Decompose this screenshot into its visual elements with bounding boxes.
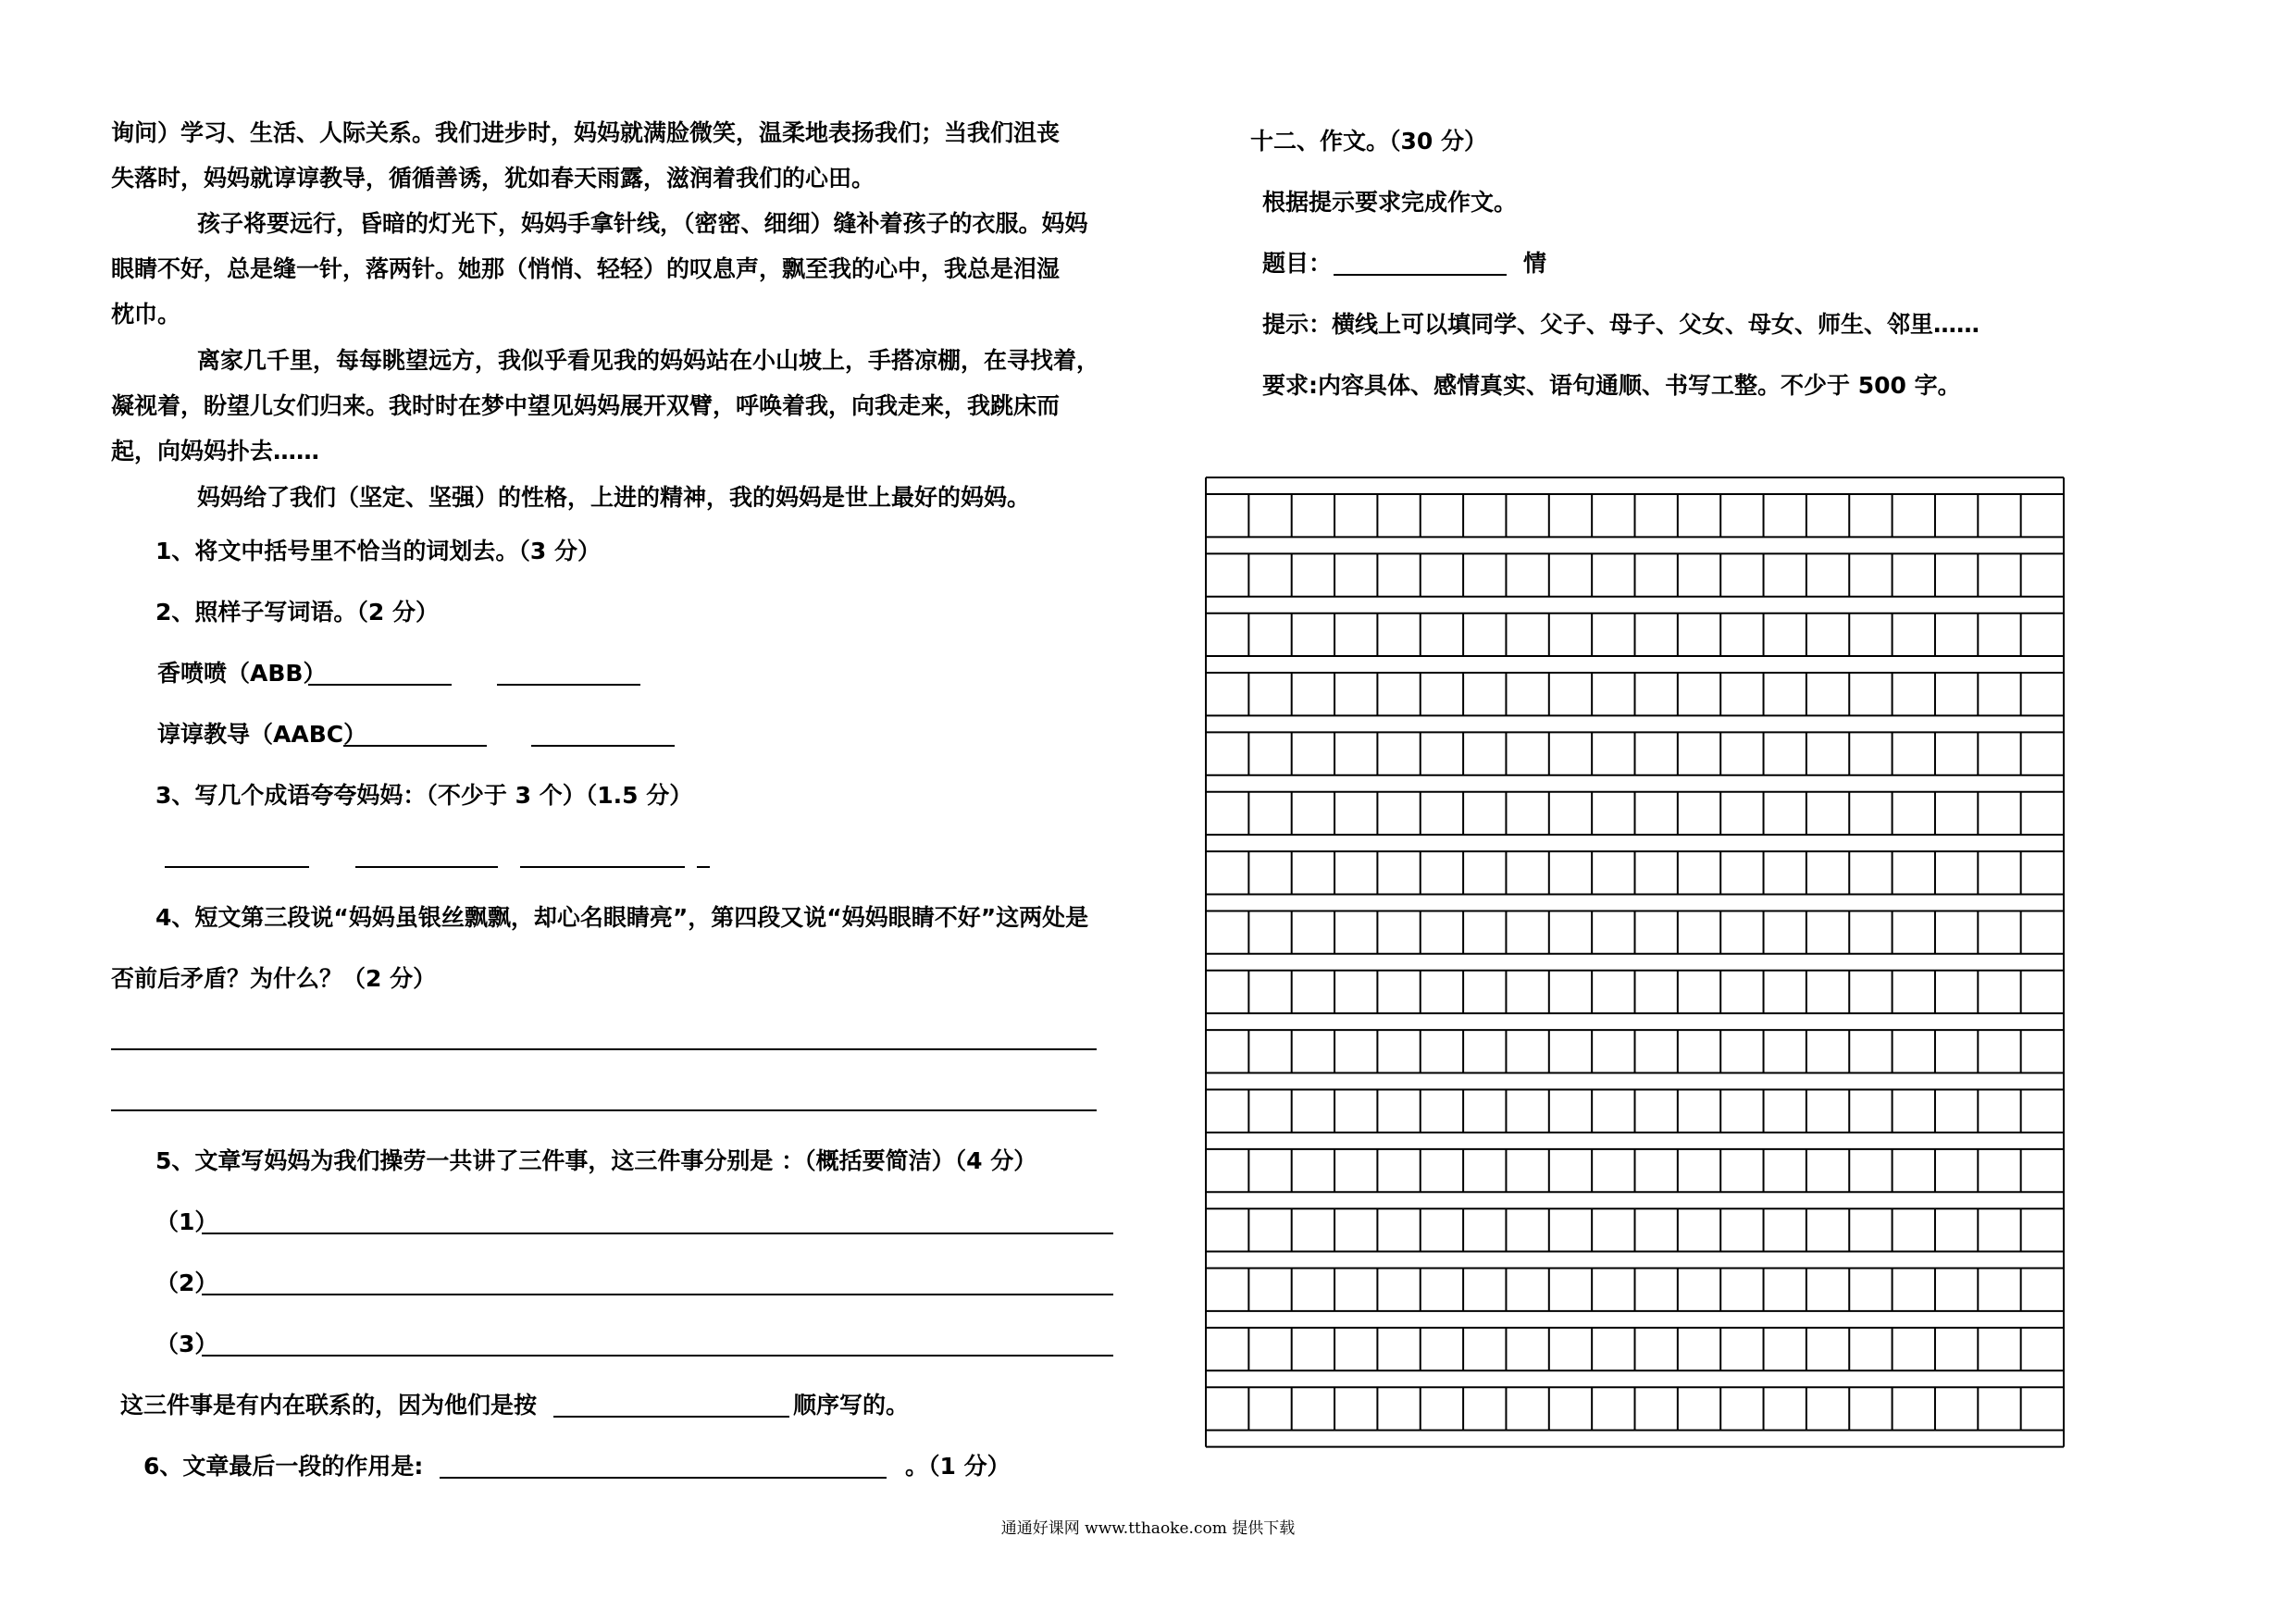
question-1: 1、将文中括号里不恰当的词划去。（3 分）	[155, 538, 601, 564]
answer-line[interactable]	[531, 745, 675, 747]
question-5-item-2: （2）	[155, 1270, 218, 1296]
essay-writing-grid[interactable]	[1204, 476, 2066, 1486]
answer-line[interactable]	[343, 745, 487, 747]
answer-line[interactable]	[520, 866, 685, 868]
passage-line: 失落时，妈妈就谆谆教导，循循善诱，犹如春天雨露，滋润着我们的心田。	[111, 165, 875, 192]
answer-line[interactable]	[202, 1294, 1113, 1295]
answer-line[interactable]	[111, 1109, 1097, 1111]
question-3: 3、写几个成语夸夸妈妈：（不少于 3 个）（1.5 分）	[155, 782, 693, 809]
question-2-example-aabc: 谆谆教导（AABC）	[157, 721, 367, 748]
answer-line[interactable]	[165, 866, 309, 868]
passage-line: 询问）学习、生活、人际关系。我们进步时，妈妈就满脸微笑，温柔地表扬我们；当我们沮丧	[111, 119, 1061, 146]
answer-line[interactable]	[355, 866, 498, 868]
essay-title-blank[interactable]	[1334, 274, 1507, 276]
question-5-order-suffix: 顺序写的。	[793, 1392, 910, 1419]
answer-line[interactable]	[111, 1048, 1097, 1050]
answer-line[interactable]	[697, 866, 710, 868]
passage-line: 枕巾。	[111, 301, 181, 328]
passage-line: 起，向妈妈扑去……	[111, 438, 320, 465]
question-4-line: 4、短文第三段说“妈妈虽银丝飘飘，却心名眼睛亮”，第四段又说“妈妈眼睛不好”这两处是	[155, 904, 1089, 931]
essay-heading: 十二、作文。（30 分）	[1250, 128, 1487, 155]
answer-line[interactable]	[497, 684, 640, 686]
question-5-item-3: （3）	[155, 1331, 218, 1357]
passage-line: 孩子将要远行，昏暗的灯光下，妈妈手拿针线，（密密、细细）缝补着孩子的衣服。妈妈	[197, 210, 1088, 237]
answer-line[interactable]	[440, 1477, 887, 1479]
answer-line[interactable]	[202, 1355, 1113, 1357]
answer-line[interactable]	[202, 1233, 1113, 1234]
essay-hint: 提示：横线上可以填同学、父子、母子、父女、母女、师生、邻里……	[1262, 311, 1980, 338]
question-5-order: 这三件事是有内在联系的，因为他们是按	[120, 1392, 538, 1419]
passage-line: 凝视着，盼望儿女们归来。我时时在梦中望见妈妈展开双臂，呼唤着我，向我走来，我跳床而	[111, 392, 1061, 419]
passage-line: 妈妈给了我们（坚定、坚强）的性格，上进的精神，我的妈妈是世上最好的妈妈。	[197, 484, 1031, 511]
essay-requirement: 要求:内容具体、感情真实、语句通顺、书写工整。不少于 500 字。	[1262, 372, 1961, 399]
essay-instruction: 根据提示要求完成作文。	[1262, 189, 1518, 216]
passage-line: 眼睛不好，总是缝一针，落两针。她那（悄悄、轻轻）的叹息声，飘至我的心中，我总是泪湿	[111, 255, 1061, 282]
question-2-example-abb: 香喷喷（ABB）	[157, 660, 327, 687]
essay-title-suffix: 情	[1523, 250, 1547, 277]
answer-line[interactable]	[308, 684, 452, 686]
answer-line[interactable]	[553, 1416, 789, 1418]
passage-line: 离家几千里，每每眺望远方，我似乎看见我的妈妈站在小山坡上，手搭凉棚，在寻找着，	[197, 347, 1100, 374]
question-2: 2、照样子写词语。（2 分）	[155, 599, 439, 626]
question-5-item-1: （1）	[155, 1208, 218, 1235]
question-4-line: 否前后矛盾？为什么？（2 分）	[111, 965, 437, 992]
essay-title-label: 题目：	[1262, 250, 1333, 277]
question-6: 6、文章最后一段的作用是:	[143, 1453, 424, 1480]
question-6-suffix: 。（1 分）	[905, 1453, 1011, 1480]
footer-source: 通通好课网 www.tthaoke.com 提供下载	[1000, 1519, 1296, 1538]
question-5: 5、文章写妈妈为我们操劳一共讲了三件事，这三件事分别是 ：（概括要简洁）（4 分）	[155, 1147, 1037, 1174]
